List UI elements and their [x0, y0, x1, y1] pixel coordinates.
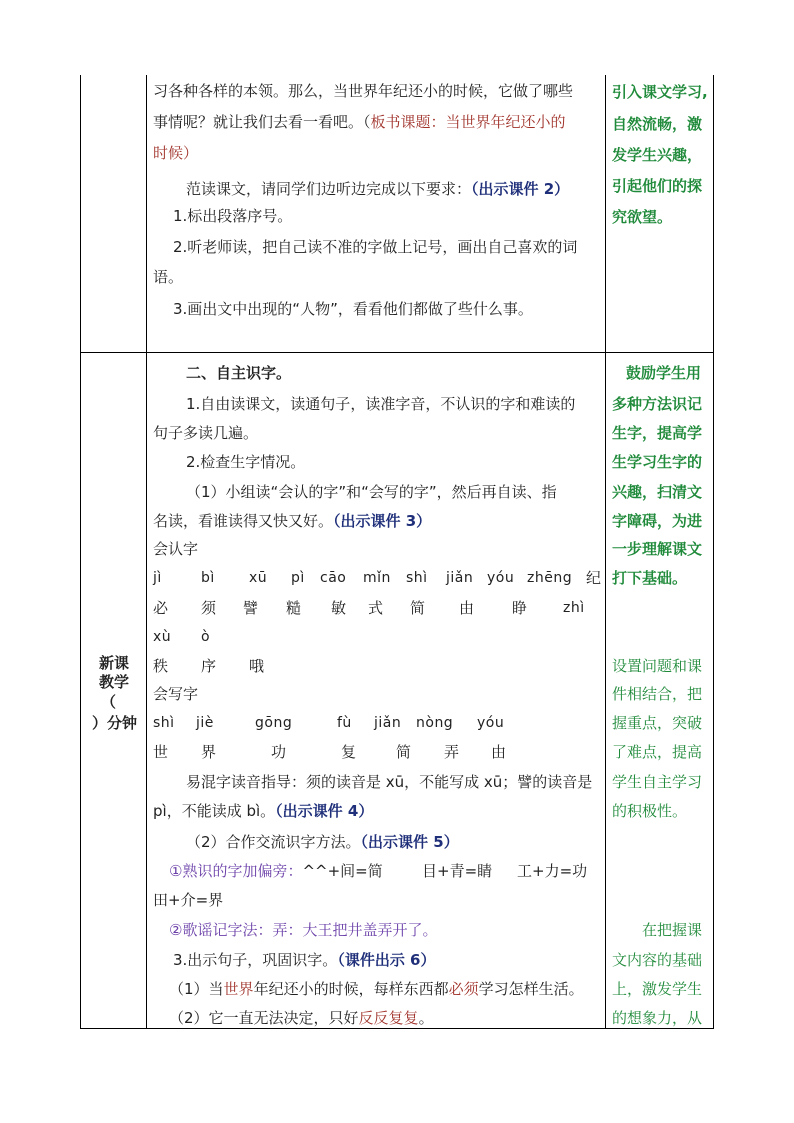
write-char: 界 — [201, 743, 217, 761]
method-1-eq-2: 目+青=睛 — [422, 862, 493, 880]
note-top-5: 究欲望。 — [612, 208, 673, 226]
note-top-3: 发学生兴趣， — [612, 146, 703, 164]
note-mid-8: 打下基础。 — [612, 569, 688, 587]
task-3: 3.画出文中出现的“人物”，看看他们都做了些什么事。 — [173, 300, 533, 318]
sentence-2: （2）它一直无法决定，只好反反复复。 — [169, 1009, 434, 1027]
row-divider — [80, 352, 714, 353]
section-label-4: ）分钟 — [92, 714, 138, 732]
step-2b: （2）合作交流识字方法。（出示课件 5） — [186, 833, 459, 851]
rec-char: 须 — [201, 599, 217, 617]
write-char: 弄 — [444, 743, 460, 761]
task-1: 1.标出段落序号。 — [173, 207, 293, 225]
mixup-line-1: 易混字读音指导：须的读音是 xū，不能写成 xū；譬的读音是 — [186, 773, 593, 791]
method-1-eq-3: 工+力=功 — [517, 862, 588, 880]
rec-pinyin: pì — [291, 570, 305, 586]
slide-ref-4: （出示课件 4） — [275, 802, 374, 820]
rec-char: 式 — [368, 599, 384, 617]
note-top-4: 引起他们的探 — [612, 177, 703, 195]
slide-ref-5: （出示课件 5） — [360, 833, 459, 851]
rec-pinyin: cāo — [320, 570, 347, 586]
note-low-6: 的积极性。 — [612, 802, 688, 820]
note-bottom-3: 上，激发学生 — [612, 980, 703, 998]
table-border-bottom — [80, 1028, 714, 1029]
rec-char: 简 — [410, 599, 426, 617]
recognize-title: 会认字 — [153, 540, 199, 558]
mixup-line-2: pì，不能读成 bì。（出示课件 4） — [153, 802, 374, 820]
task-2-line-1: 2.听老师读，把自己读不准的字做上记号，画出自己喜欢的词 — [173, 238, 578, 256]
rec-pinyin: shì — [406, 570, 428, 586]
write-char: 世 — [153, 743, 169, 761]
rec-pinyin: ò — [201, 629, 211, 645]
rec-char: 秩 — [153, 657, 169, 675]
section-label-2: 教学 — [99, 673, 130, 691]
method-1-eq-4: 田+介=界 — [153, 891, 224, 909]
rec-pinyin: zhēng — [527, 570, 573, 586]
note-bottom-2: 文内容的基础 — [612, 951, 703, 969]
step-3: 3.出示句子，巩固识字。（课件出示 6） — [173, 951, 436, 969]
write-char: 功 — [271, 743, 287, 761]
rec-char: 糙 — [286, 599, 302, 617]
note-mid-1: 鼓励学生用 — [626, 364, 702, 382]
step-1-line-1: 1.自由读课文，读通句子，读准字音，不认识的字和难读的 — [186, 395, 576, 413]
rec-pinyin: jiǎn — [446, 570, 474, 586]
note-mid-4: 生学习生字的 — [612, 453, 703, 471]
note-mid-2: 多种方法识记 — [612, 395, 703, 413]
table-border-left — [80, 75, 81, 1029]
note-bottom-4: 的想象力，从 — [612, 1009, 703, 1027]
note-mid-6: 字障碍，为进 — [612, 512, 703, 530]
note-bottom-1: 在把握课 — [642, 921, 703, 939]
intro-line-1: 习各种各样的本领。那么，当世界年纪还小的时候，它做了哪些 — [153, 82, 574, 100]
note-low-2: 件相结合，把 — [612, 685, 703, 703]
note-top-2: 自然流畅，激 — [612, 115, 703, 133]
section-heading: 二、自主识字。 — [186, 364, 292, 382]
note-low-1: 设置问题和课 — [612, 657, 703, 675]
intro-line-3: 时候） — [153, 144, 199, 162]
rec-char: 必 — [153, 599, 169, 617]
rec-char: 哦 — [249, 657, 265, 675]
rec-char: 譬 — [243, 599, 259, 617]
step-2a-line-2: 名读，看谁读得又快又好。（出示课件 3） — [153, 512, 432, 530]
note-mid-7: 一步理解课文 — [612, 540, 703, 558]
write-title: 会写字 — [153, 685, 199, 703]
rec-char: 由 — [459, 599, 475, 617]
rec-char: 序 — [201, 657, 217, 675]
rec-pinyin: xù — [153, 629, 172, 645]
rec-pinyin: yóu — [487, 570, 515, 586]
slide-ref-6: （课件出示 6） — [337, 951, 436, 969]
rec-pinyin: jì — [153, 570, 162, 586]
table-divider-1 — [146, 75, 147, 1029]
table-border-right — [713, 75, 714, 1029]
step-2a-line-1: （1）小组读“会认的字”和“会写的字”，然后再自读、指 — [186, 483, 557, 501]
write-pinyin: jiè — [196, 715, 214, 731]
method-2: ②歌谣记字法：弄：大王把井盖弄开了。 — [169, 921, 438, 939]
rec-pinyin: xū — [249, 570, 268, 586]
note-low-5: 学生自主学习 — [612, 773, 703, 791]
slide-ref-3: （出示课件 3） — [333, 512, 432, 530]
write-pinyin: gōng — [255, 715, 293, 731]
write-pinyin: nòng — [416, 715, 454, 731]
intro-line-2: 事情呢？就让我们去看一看吧。（板书课题：当世界年纪还小的 — [153, 113, 566, 131]
rec-pinyin: bì — [201, 570, 215, 586]
rec-pinyin: zhì — [563, 600, 585, 616]
write-char: 由 — [491, 743, 507, 761]
rec-pinyin: mǐn — [363, 570, 391, 586]
rec-char: 纪 — [586, 569, 602, 587]
write-pinyin: shì — [153, 715, 175, 731]
write-char: 复 — [341, 743, 357, 761]
method-1: ①熟识的字加偏旁：^^+间=简 — [169, 862, 383, 880]
table-divider-2 — [605, 75, 606, 1029]
note-mid-3: 生字，提高学 — [612, 424, 703, 442]
rec-char: 睁 — [512, 599, 528, 617]
step-1-line-2: 句子多读几遍。 — [153, 424, 259, 442]
board-title: 板书课题：当世界年纪还小的 — [370, 113, 566, 131]
write-pinyin: fù — [337, 715, 352, 731]
note-mid-5: 兴趣，扫清文 — [612, 483, 703, 501]
rec-char: 敏 — [331, 599, 347, 617]
section-label-3: （ — [101, 693, 117, 711]
reading-instruction: 范读课文，请同学们边听边完成以下要求：（出示课件 2） — [186, 180, 570, 198]
write-pinyin: yóu — [477, 715, 505, 731]
step-2: 2.检查生字情况。 — [186, 453, 306, 471]
note-top-1: 引入课文学习, — [612, 83, 708, 101]
write-char: 简 — [396, 743, 412, 761]
note-low-4: 了难点，提高 — [612, 743, 703, 761]
slide-ref-2: （出示课件 2） — [471, 180, 570, 198]
section-label-1: 新课 — [99, 654, 130, 672]
task-2-line-2: 语。 — [153, 268, 184, 286]
sentence-1: （1）当世界年纪还小的时候，每样东西都必须学习怎样生活。 — [169, 980, 584, 998]
note-low-3: 握重点，突破 — [612, 714, 703, 732]
write-pinyin: jiǎn — [374, 715, 402, 731]
